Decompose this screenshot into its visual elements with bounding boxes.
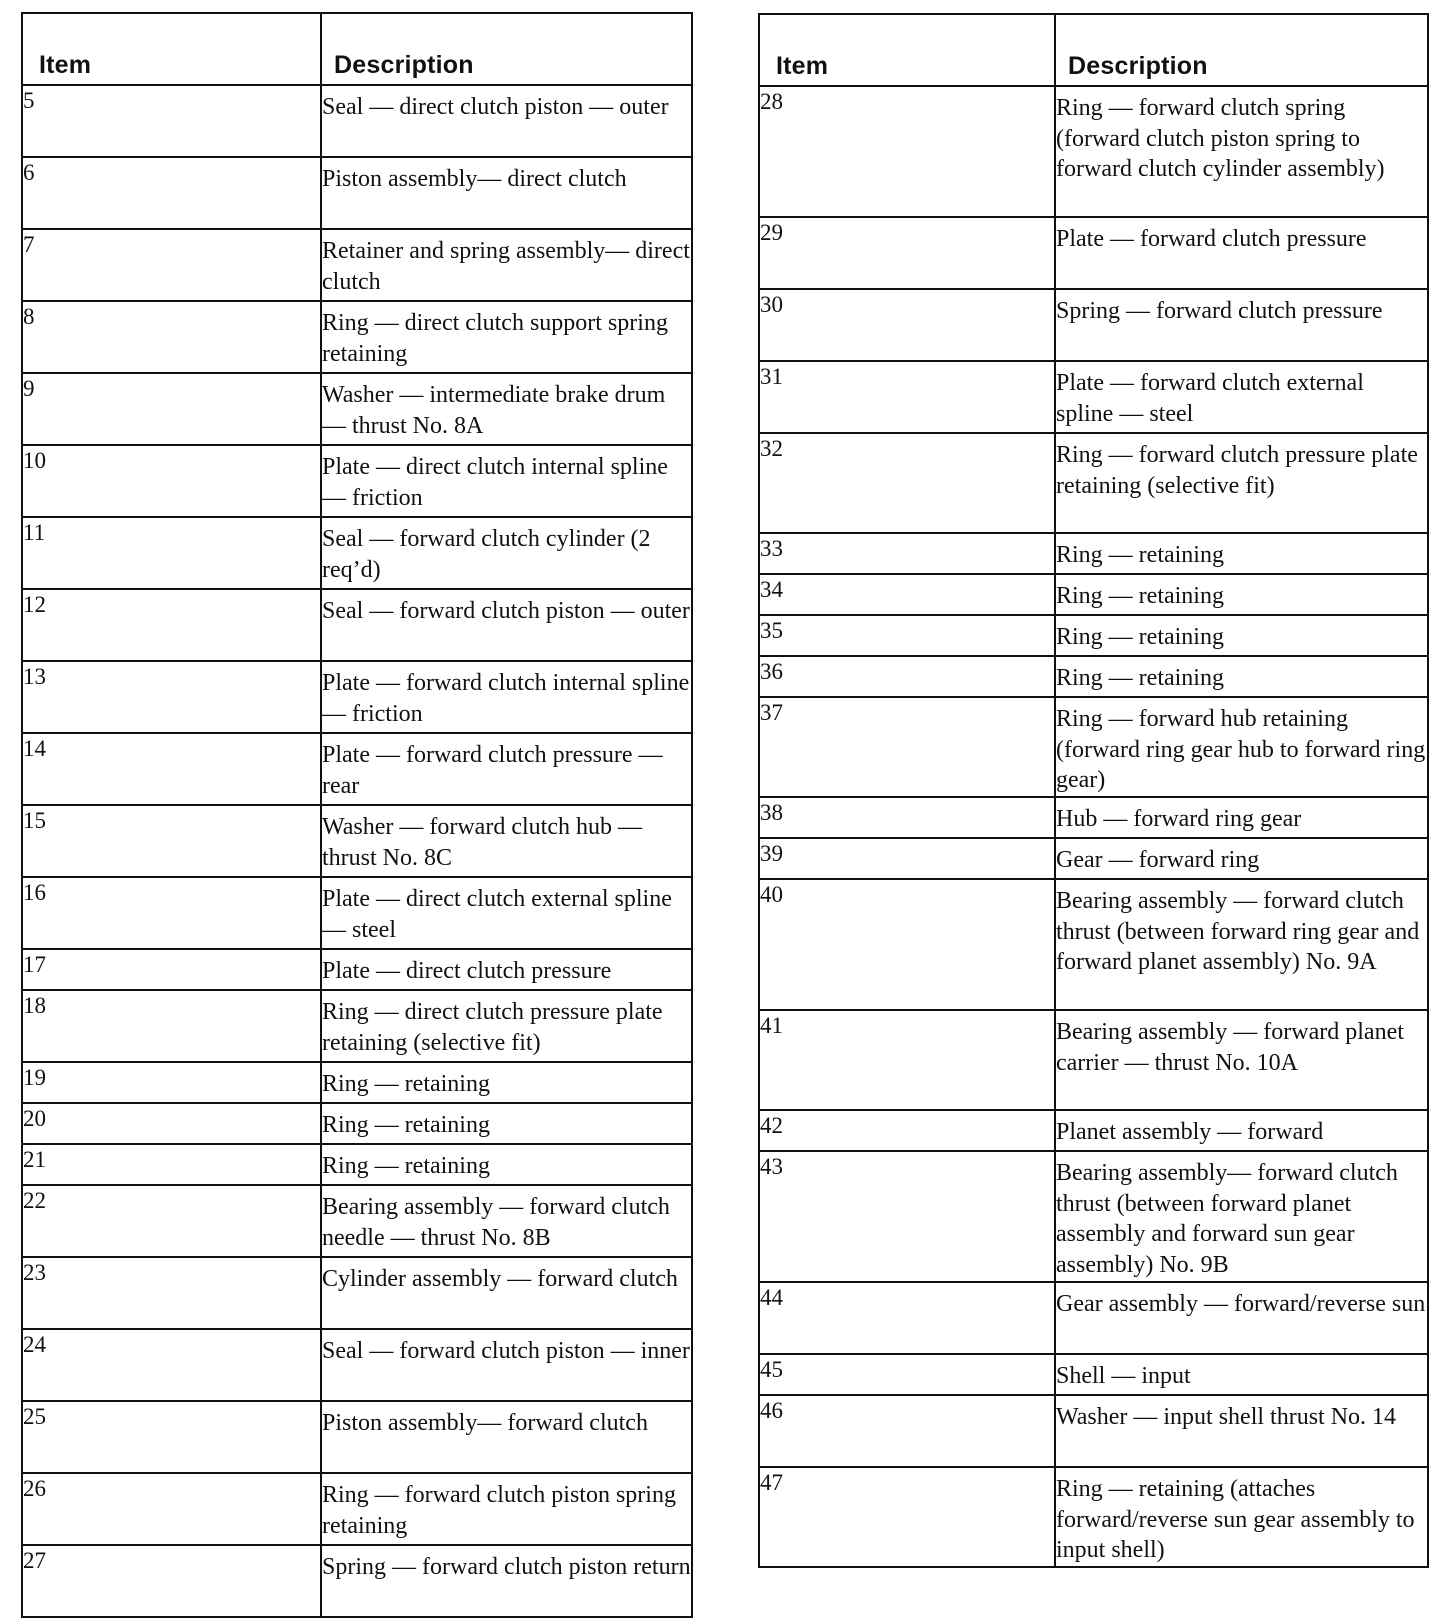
- item-number: 11: [22, 517, 321, 589]
- table-row: [22, 1401, 692, 1473]
- item-description: Ring — direct clutch support spring retaining: [321, 301, 692, 373]
- table-row: [759, 86, 1428, 217]
- item-description: Plate — direct clutch internal spline — friction: [321, 445, 692, 517]
- item-number: 7: [22, 229, 321, 301]
- table-header-row: [22, 13, 692, 85]
- description-column-header: Description: [1055, 14, 1428, 86]
- item-description: Washer — input shell thrust No. 14: [1055, 1395, 1428, 1467]
- item-description: Seal — forward clutch cylinder (2 req’d): [321, 517, 692, 589]
- item-description: Ring — forward clutch pressure plate retaining (selective fit): [1055, 433, 1428, 533]
- table-row: [759, 574, 1428, 615]
- item-description: Seal — direct clutch piston — outer: [321, 85, 692, 157]
- item-description: Piston assembly— forward clutch: [321, 1401, 692, 1473]
- item-number: 44: [759, 1282, 1055, 1354]
- item-number: 18: [22, 990, 321, 1062]
- table-row: [22, 661, 692, 733]
- item-number: 5: [22, 85, 321, 157]
- item-number: 36: [759, 656, 1055, 697]
- item-number: 40: [759, 879, 1055, 1010]
- item-description: Ring — forward clutch piston spring retaining: [321, 1473, 692, 1545]
- table-row: [759, 1282, 1428, 1354]
- table-row: [22, 229, 692, 301]
- item-number: 25: [22, 1401, 321, 1473]
- table-row: [759, 1354, 1428, 1395]
- item-number: 35: [759, 615, 1055, 656]
- item-description: Ring — retaining: [321, 1062, 692, 1103]
- table-row: [22, 1062, 692, 1103]
- table-row: [759, 1395, 1428, 1467]
- item-description: Ring — direct clutch pressure plate retaining (selective fit): [321, 990, 692, 1062]
- item-description: Ring — retaining: [321, 1103, 692, 1144]
- item-description: Ring — retaining: [1055, 533, 1428, 574]
- item-description: Hub — forward ring gear: [1055, 797, 1428, 838]
- item-description: Retainer and spring assembly— direct clutch: [321, 229, 692, 301]
- item-number: 19: [22, 1062, 321, 1103]
- item-description: Plate — forward clutch external spline — steel: [1055, 361, 1428, 433]
- table-row: [22, 1329, 692, 1401]
- item-number: 29: [759, 217, 1055, 289]
- item-description: Piston assembly— direct clutch: [321, 157, 692, 229]
- item-description: Plate — forward clutch internal spline — friction: [321, 661, 692, 733]
- item-number: 34: [759, 574, 1055, 615]
- item-column-header: Item: [22, 13, 321, 85]
- item-description: Seal — forward clutch piston — inner: [321, 1329, 692, 1401]
- table-row: [759, 615, 1428, 656]
- item-number: 46: [759, 1395, 1055, 1467]
- table-row: [759, 217, 1428, 289]
- item-number: 9: [22, 373, 321, 445]
- table-row: [759, 656, 1428, 697]
- item-description: Bearing assembly — forward planet carrier — thrust No. 10A: [1055, 1010, 1428, 1110]
- item-number: 27: [22, 1545, 321, 1617]
- item-number: 22: [22, 1185, 321, 1257]
- parts-table-left: [21, 12, 693, 1618]
- table-row: [22, 1473, 692, 1545]
- table-row: [22, 805, 692, 877]
- table-row: [759, 1010, 1428, 1110]
- table-row: [759, 797, 1428, 838]
- item-description: Ring — retaining: [1055, 656, 1428, 697]
- item-description: Ring — forward hub retaining (forward ring gear hub to forward ring gear): [1055, 697, 1428, 797]
- table-row: [22, 877, 692, 949]
- table-row: [22, 733, 692, 805]
- item-number: 20: [22, 1103, 321, 1144]
- table-row: [22, 949, 692, 990]
- table-row: [759, 697, 1428, 797]
- item-number: 37: [759, 697, 1055, 797]
- table-row: [22, 589, 692, 661]
- item-number: 26: [22, 1473, 321, 1545]
- item-description: Plate — forward clutch pressure: [1055, 217, 1428, 289]
- item-description: Shell — input: [1055, 1354, 1428, 1395]
- item-number: 16: [22, 877, 321, 949]
- item-number: 41: [759, 1010, 1055, 1110]
- table-row: [22, 157, 692, 229]
- item-number: 24: [22, 1329, 321, 1401]
- table-row: [22, 301, 692, 373]
- item-description: Ring — forward clutch spring (forward clutch piston spring to forward clutch cylinder assembly): [1055, 86, 1428, 217]
- item-description: Ring — retaining: [1055, 615, 1428, 656]
- table-header-row: [759, 14, 1428, 86]
- table-row: [22, 990, 692, 1062]
- item-number: 12: [22, 589, 321, 661]
- description-column-header: Description: [321, 13, 692, 85]
- table-row: [759, 838, 1428, 879]
- item-description: Bearing assembly — forward clutch needle — thrust No. 8B: [321, 1185, 692, 1257]
- item-number: 45: [759, 1354, 1055, 1395]
- table-row: [22, 517, 692, 589]
- table-row: [22, 85, 692, 157]
- item-number: 21: [22, 1144, 321, 1185]
- item-description: Ring — retaining: [321, 1144, 692, 1185]
- item-number: 14: [22, 733, 321, 805]
- item-number: 17: [22, 949, 321, 990]
- item-description: Ring — retaining: [1055, 574, 1428, 615]
- table-row: [22, 445, 692, 517]
- item-description: Gear assembly — forward/reverse sun: [1055, 1282, 1428, 1354]
- item-description: Cylinder assembly — forward clutch: [321, 1257, 692, 1329]
- item-number: 15: [22, 805, 321, 877]
- table-row: [22, 1103, 692, 1144]
- item-number: 47: [759, 1467, 1055, 1567]
- item-description: Ring — retaining (attaches forward/reverse sun gear assembly to input shell): [1055, 1467, 1428, 1567]
- item-column-header: Item: [759, 14, 1055, 86]
- item-number: 38: [759, 797, 1055, 838]
- item-number: 32: [759, 433, 1055, 533]
- table-row: [759, 1467, 1428, 1567]
- table-row: [759, 1110, 1428, 1151]
- item-description: Bearing assembly — forward clutch thrust (between forward ring gear and forward planet assembly) No. 9A: [1055, 879, 1428, 1010]
- table-row: [759, 361, 1428, 433]
- item-number: 23: [22, 1257, 321, 1329]
- table-row: [22, 1144, 692, 1185]
- item-description: Plate — direct clutch pressure: [321, 949, 692, 990]
- item-description: Washer — intermediate brake drum — thrust No. 8A: [321, 373, 692, 445]
- table-row: [759, 433, 1428, 533]
- item-description: Planet assembly — forward: [1055, 1110, 1428, 1151]
- item-description: Spring — forward clutch pressure: [1055, 289, 1428, 361]
- item-description: Gear — forward ring: [1055, 838, 1428, 879]
- item-number: 39: [759, 838, 1055, 879]
- item-number: 43: [759, 1151, 1055, 1282]
- item-number: 6: [22, 157, 321, 229]
- table-row: [22, 1185, 692, 1257]
- item-description: Bearing assembly— forward clutch thrust (between forward planet assembly and forward sun gear assembly) No. 9B: [1055, 1151, 1428, 1282]
- parts-table-right: [758, 13, 1429, 1568]
- table-row: [759, 1151, 1428, 1282]
- table-row: [759, 879, 1428, 1010]
- item-number: 42: [759, 1110, 1055, 1151]
- table-row: [759, 289, 1428, 361]
- item-number: 31: [759, 361, 1055, 433]
- table-row: [759, 533, 1428, 574]
- item-description: Plate — forward clutch pressure — rear: [321, 733, 692, 805]
- item-number: 30: [759, 289, 1055, 361]
- table-row: [22, 1545, 692, 1617]
- item-number: 33: [759, 533, 1055, 574]
- item-number: 13: [22, 661, 321, 733]
- table-row: [22, 373, 692, 445]
- item-number: 28: [759, 86, 1055, 217]
- item-description: Washer — forward clutch hub — thrust No. 8C: [321, 805, 692, 877]
- item-description: Seal — forward clutch piston — outer: [321, 589, 692, 661]
- item-description: Spring — forward clutch piston return: [321, 1545, 692, 1617]
- item-description: Plate — direct clutch external spline — steel: [321, 877, 692, 949]
- table-row: [22, 1257, 692, 1329]
- item-number: 8: [22, 301, 321, 373]
- item-number: 10: [22, 445, 321, 517]
